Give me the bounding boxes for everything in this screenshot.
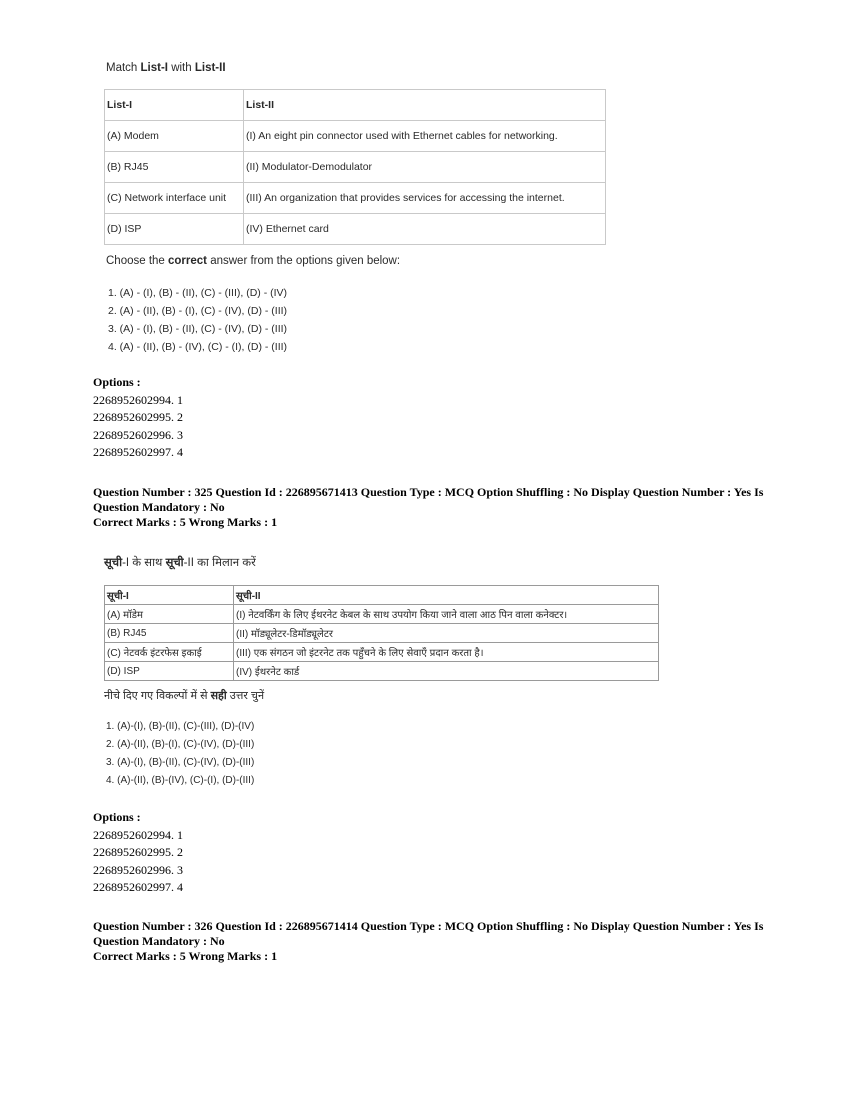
question-info: Question Number : 326 Question Id : 226895671414 Question Type : MCQ Option Shuffling : No Display Question Number : Yes Is Question Mandatory : No xyxy=(93,919,764,948)
table-cell: (II) Modulator-Demodulator xyxy=(244,152,606,183)
table-cell: (II) मॉड्यूलेटर-डिमॉड्यूलेटर xyxy=(234,624,659,643)
choice-item: 4. (A) - (II), (B) - (IV), (C) - (I), (D) - (III) xyxy=(108,341,288,353)
choice-item: 4. (A)-(II), (B)-(IV), (C)-(I), (D)-(III) xyxy=(106,775,255,786)
table-cell: (C) नेटवर्क इंटरफेस इकाई xyxy=(105,643,234,662)
table-row xyxy=(105,662,659,681)
choice-item: 3. (A) - (I), (B) - (II), (C) - (IV), (D) - (III) xyxy=(108,323,288,335)
table-cell: (III) An organization that provides services for accessing the internet. xyxy=(244,183,606,214)
table-header: सूची-I xyxy=(105,586,234,605)
choice-item: 1. (A)-(I), (B)-(II), (C)-(III), (D)-(IV) xyxy=(106,721,255,732)
prompt-list1: List-I xyxy=(140,62,168,74)
question-meta xyxy=(93,919,783,964)
table-row xyxy=(105,624,659,643)
table-header-row xyxy=(105,90,606,121)
table-cell: (IV) ईथरनेट कार्ड xyxy=(234,662,659,681)
table-row xyxy=(105,121,606,152)
prompt-list2: List-II xyxy=(194,62,226,74)
table-cell: (III) एक संगठन जो इंटरनेट तक पहुँचने के लिए सेवाएँ प्रदान करता है। xyxy=(234,643,659,662)
prompt-text: with xyxy=(168,62,195,74)
instruction: Choose the correct answer from the options given below: xyxy=(106,255,401,267)
table-header: List-II xyxy=(244,90,606,121)
table-row xyxy=(105,183,606,214)
option-id: 2268952602997. 4 xyxy=(93,880,183,894)
question-prompt-hindi: सूची-I के साथ सूची-II का मिलान करें xyxy=(104,557,256,569)
options-label: Options : xyxy=(93,375,141,389)
option-id: 2268952602994. 1 xyxy=(93,827,183,842)
match-table xyxy=(104,89,606,245)
table-row xyxy=(105,152,606,183)
table-cell: (IV) Ethernet card xyxy=(244,214,606,245)
marks-info: Correct Marks : 5 Wrong Marks : 1 xyxy=(93,515,278,529)
table-cell: (B) RJ45 xyxy=(105,624,234,643)
choice-item: 3. (A)-(I), (B)-(II), (C)-(IV), (D)-(III) xyxy=(106,757,255,768)
choice-list-hindi xyxy=(106,718,254,790)
table-cell: (I) नेटवर्किंग के लिए ईथरनेट केबल के साथ उपयोग किया जाने वाला आठ पिन वाला कनेक्टर। xyxy=(234,605,659,624)
table-header: सूची-II xyxy=(234,586,659,605)
table-row xyxy=(105,605,659,624)
options-block xyxy=(93,374,183,462)
table-cell: (I) An eight pin connector used with Ethernet cables for networking. xyxy=(244,121,606,152)
table-cell: (A) मॉडेम xyxy=(105,605,234,624)
option-id: 2268952602996. 3 xyxy=(93,862,183,877)
options-block xyxy=(93,809,183,897)
choice-list xyxy=(108,284,287,356)
option-id: 2268952602995. 2 xyxy=(93,410,183,424)
question-info: Question Number : 325 Question Id : 226895671413 Question Type : MCQ Option Shuffling : No Display Question Number : Yes Is Question Mandatory : No xyxy=(93,485,764,514)
table-row xyxy=(105,214,606,245)
table-row xyxy=(105,643,659,662)
option-id: 2268952602995. 2 xyxy=(93,845,183,859)
choice-item: 2. (A) - (II), (B) - (I), (C) - (IV), (D) - (III) xyxy=(108,305,288,317)
question-prompt xyxy=(106,62,226,74)
choice-item: 2. (A)-(II), (B)-(I), (C)-(IV), (D)-(III) xyxy=(106,739,255,750)
marks-info: Correct Marks : 5 Wrong Marks : 1 xyxy=(93,949,278,963)
table-cell: (A) Modem xyxy=(105,121,244,152)
option-id: 2268952602996. 3 xyxy=(93,427,183,442)
table-header: List-I xyxy=(105,90,244,121)
choice-item: 1. (A) - (I), (B) - (II), (C) - (III), (D) - (IV) xyxy=(108,287,288,299)
table-cell: (D) ISP xyxy=(105,662,234,681)
table-cell: (B) RJ45 xyxy=(105,152,244,183)
question-meta xyxy=(93,485,783,530)
table-cell: (C) Network interface unit xyxy=(105,183,244,214)
option-id: 2268952602997. 4 xyxy=(93,445,183,459)
instruction-hindi: नीचे दिए गए विकल्पों में से सही उत्तर चुनें xyxy=(104,690,265,702)
option-id: 2268952602994. 1 xyxy=(93,392,183,407)
prompt-text: Match xyxy=(106,62,141,74)
options-label: Options : xyxy=(93,810,141,824)
table-header-row xyxy=(105,586,659,605)
table-cell: (D) ISP xyxy=(105,214,244,245)
match-table-hindi xyxy=(104,585,659,681)
